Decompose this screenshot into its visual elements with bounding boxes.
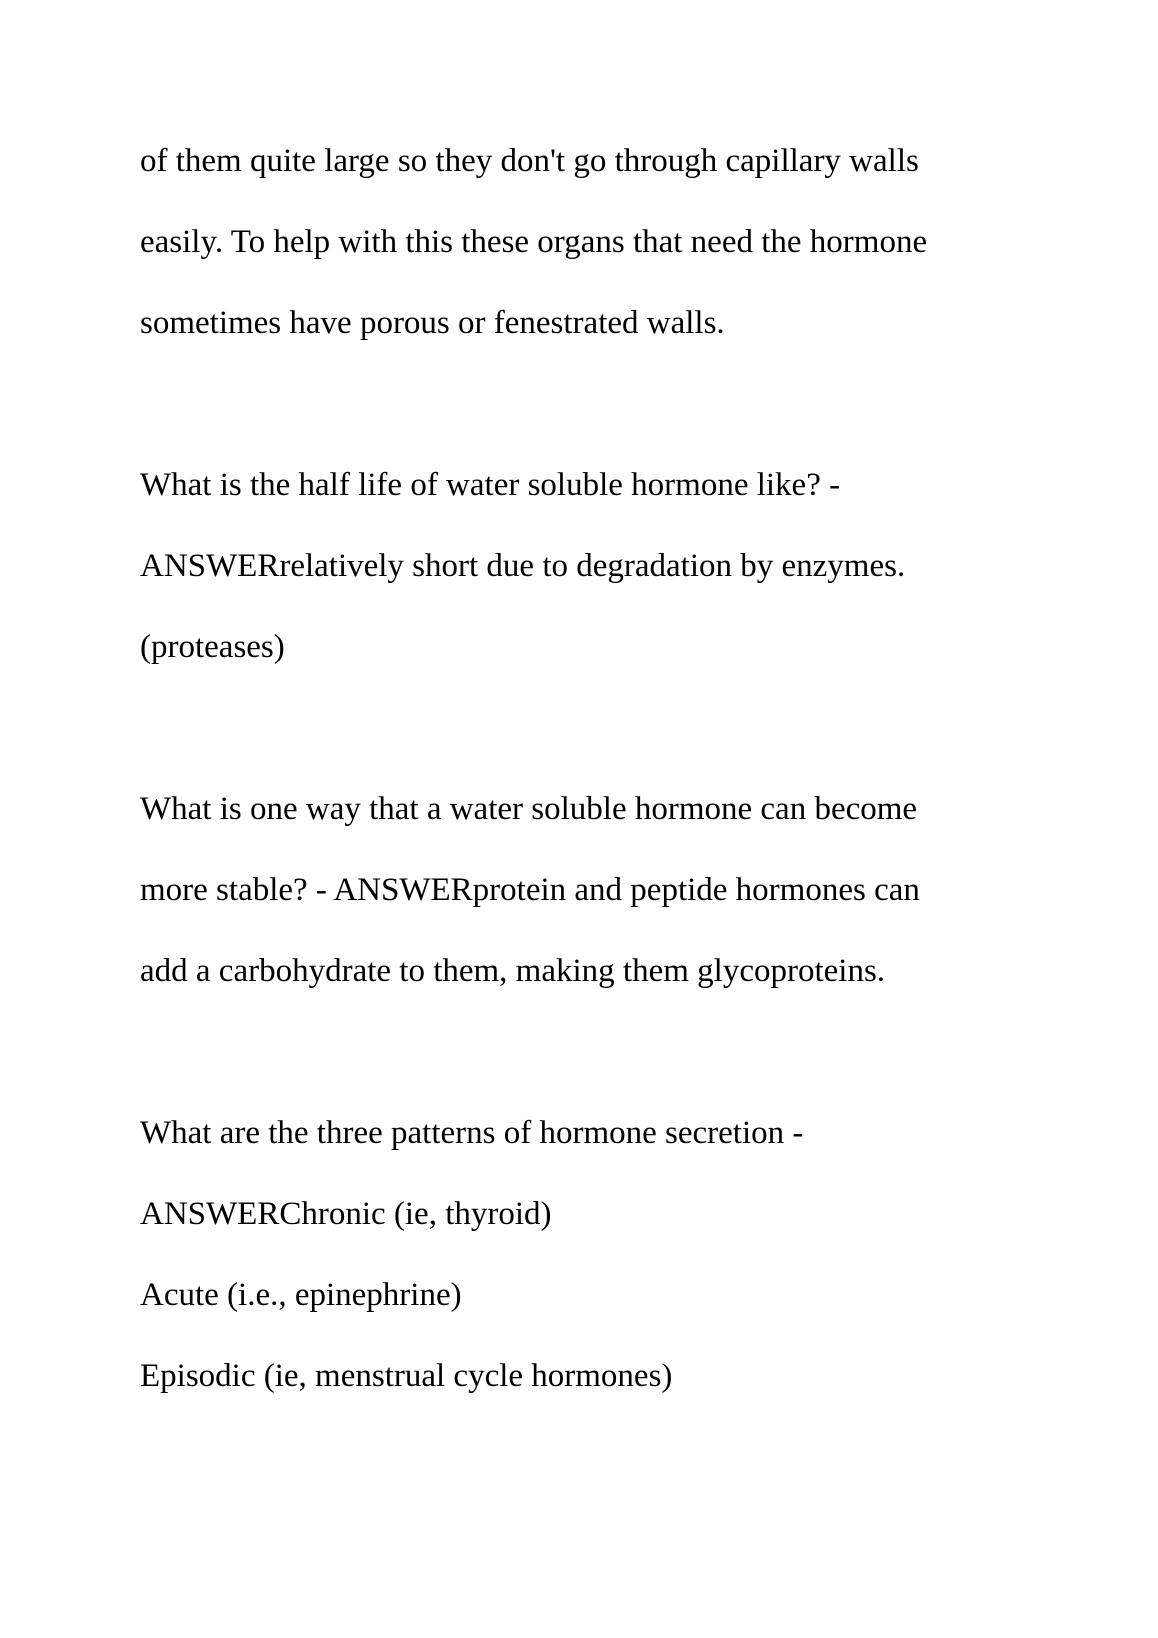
text-line: ANSWERrelatively short due to degradation by enzymes. <box>140 548 906 584</box>
text-line: add a carbohydrate to them, making them glycoproteins. <box>140 953 886 989</box>
text-line: (proteases) <box>140 629 285 665</box>
text-line: Acute (i.e., epinephrine) <box>140 1277 462 1313</box>
text-line: Episodic (ie, menstrual cycle hormones) <box>140 1358 673 1394</box>
text-line: What is one way that a water soluble hormone can become <box>140 791 918 827</box>
text-line: more stable? - ANSWERprotein and peptide hormones can <box>140 872 920 908</box>
text-line: ANSWERChronic (ie, thyroid) <box>140 1196 552 1232</box>
text-line: of them quite large so they don't go through capillary walls <box>140 143 919 179</box>
text-line: easily. To help with this these organs that need the hormone <box>140 224 928 260</box>
text-line: What are the three patterns of hormone secretion - <box>140 1115 804 1151</box>
text-line: sometimes have porous or fenestrated walls. <box>140 305 725 341</box>
text-line: What is the half life of water soluble hormone like? - <box>140 467 841 503</box>
